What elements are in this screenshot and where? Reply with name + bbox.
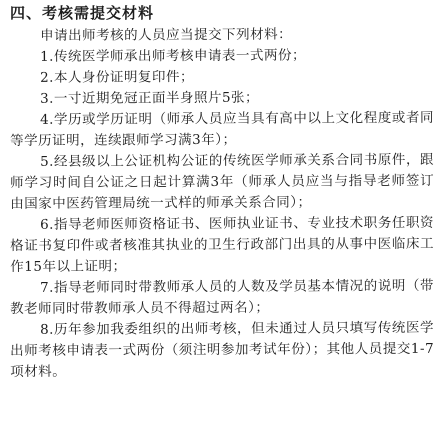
list-item-5: 5.经县级以上公证机构公证的传统医学师承关系合同书原件，跟师学习时间自公证之日起计算满3年（师承人员应当与指导老师签订由国家中医药管理局统一式样的师承关系合同）；: [10, 151, 435, 212]
list-item-4: 4.学历或学历证明（师承人员应当具有高中以上文化程度或者同等学历证明，连续跟师学习满3年）；: [10, 109, 435, 149]
list-item-1: 1.传统医学师承出师考核申请表一式两份；: [40, 47, 306, 65]
list-item-8: 8.历年参加我委组织的出师考核，但未通过人员只填写传统医学出师考核申请表一式两份（须注明参加考试年份）；其他人员提交1-7项材料。: [10, 319, 435, 380]
section-heading: 四、考核需提交材料: [10, 4, 155, 22]
list-item-6: 6.指导老师医师资格证书、医师执业证书、专业技术职务任职资格证书复印件或者核准其执业的卫生行政部门出具的从事中医临床工作15年以上证明；: [10, 214, 435, 275]
list-item-7: 7.指导老师同时带教师承人员的人数及学员基本情况的说明（带教老师同时带教师承人员不得超过两名）；: [10, 277, 435, 317]
list-item-2: 2.本人身份证明复印件；: [40, 69, 194, 86]
list-item-3: 3.一寸近期免冠正面半身照片5张；: [40, 89, 260, 107]
intro-paragraph: 申请出师考核的人员应当提交下列材料：: [40, 26, 293, 44]
